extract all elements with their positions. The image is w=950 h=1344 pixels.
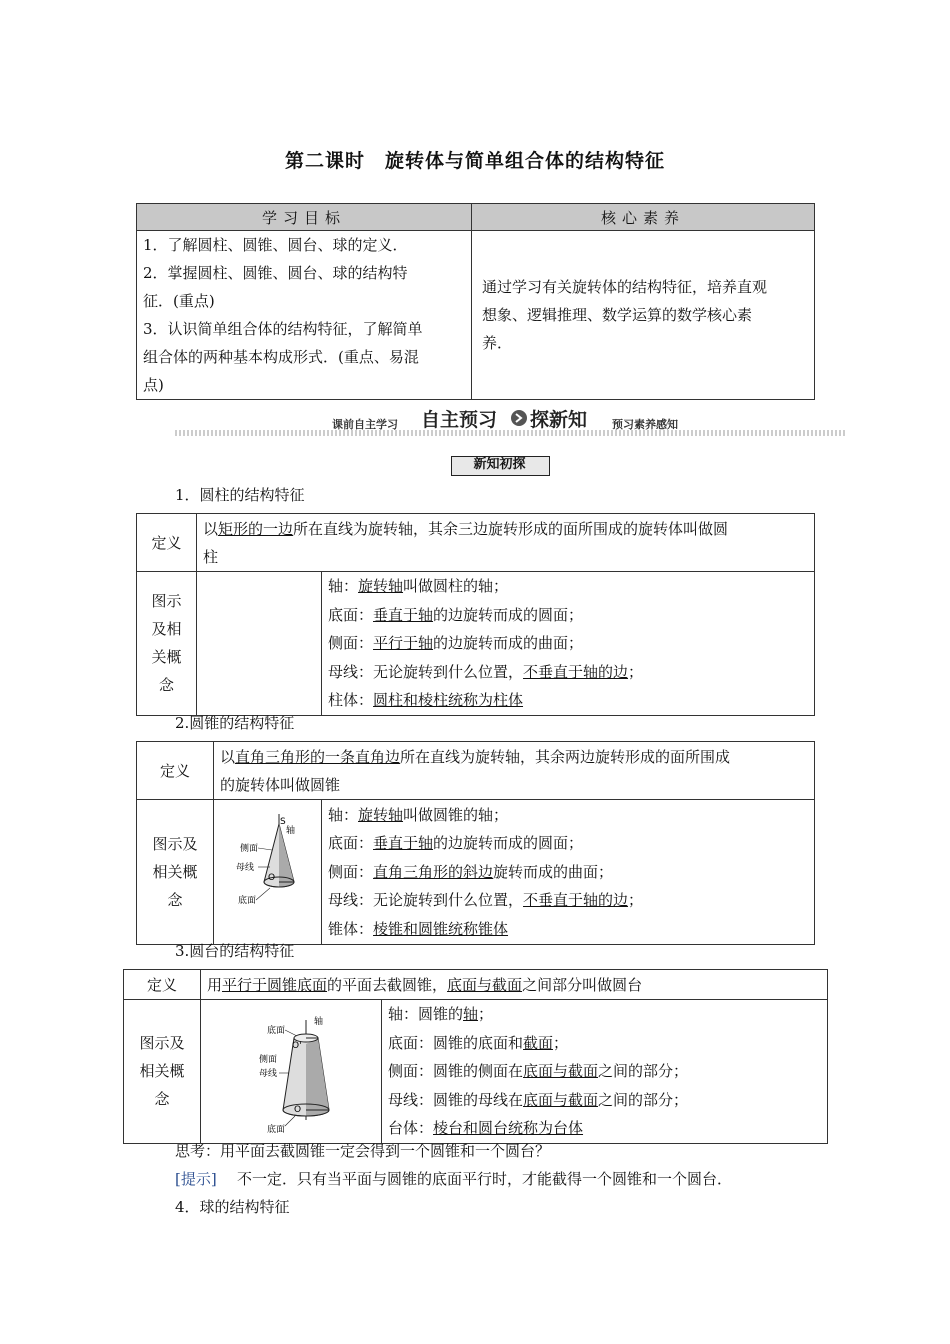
prop-underlined: 垂直于轴 bbox=[373, 834, 434, 853]
generatrix-label: 母线 bbox=[236, 863, 255, 873]
def-text: 所在直线为旋转轴，其余三边旋转形成的面所围成的旋转体叫做圆 bbox=[293, 519, 729, 538]
prop-underlined: 棱台和圆台统称为台体 bbox=[433, 1119, 584, 1137]
def-text: 以 bbox=[203, 519, 219, 538]
objective-line: 3．认识简单组合体的结构特征，了解简单 bbox=[143, 320, 423, 338]
prop-line bbox=[328, 629, 814, 658]
prop-underlined: 不垂直于轴的边 bbox=[523, 891, 629, 910]
prop-key: 底面：圆锥的底面和 bbox=[388, 1033, 524, 1052]
center-label: O bbox=[268, 873, 276, 883]
frustum-diagram bbox=[201, 1000, 381, 1138]
prop-key: 侧面： bbox=[328, 862, 374, 881]
frustum-table bbox=[123, 969, 828, 1144]
prop-key: 母线：无论旋转到什么位置， bbox=[328, 662, 524, 681]
prop-rest: 之间的部分； bbox=[598, 1090, 689, 1109]
top-center-label: O' bbox=[292, 1041, 302, 1052]
pointer-line bbox=[285, 1030, 297, 1036]
objective-line: 组合体的两种基本构成形式．(重点、易混 bbox=[143, 348, 419, 366]
cone-heading: 2.圆锥的结构特征 bbox=[175, 714, 295, 732]
prop-underlined: 底面与截面 bbox=[523, 1062, 599, 1080]
def-underlined: 底面与截面 bbox=[447, 975, 523, 994]
side-label: 侧面 bbox=[259, 1055, 278, 1066]
literacy-line: 通过学习有关旋转体的结构特征，培养直观 bbox=[482, 278, 768, 296]
prop-rest: 之间的部分； bbox=[598, 1062, 689, 1080]
def-text: 所在直线为旋转轴，其余两边旋转形成的面所围成 bbox=[400, 747, 731, 766]
cylinder-def-label: 定义 bbox=[137, 514, 197, 572]
objective-line: 2．掌握圆柱、圆锥、圆台、球的结构特 bbox=[143, 264, 408, 282]
prop-underlined: 棱锥和圆锥统称锥体 bbox=[373, 919, 509, 938]
prop-rest: 旋转而成的曲面； bbox=[493, 862, 614, 881]
label-line: 念 bbox=[158, 676, 174, 695]
prop-underlined: 平行于轴 bbox=[373, 634, 434, 652]
page-title: 第二课时 旋转体与简单组合体的结构特征 bbox=[284, 150, 665, 172]
cone-table bbox=[136, 741, 815, 945]
banner-left-caption: 课前自主学习 bbox=[332, 418, 398, 431]
literacy-line: 想象、逻辑推理、数学运算的数学核心素 bbox=[482, 306, 753, 324]
hint-text: 不一定．只有当平面与圆锥的底面平行时，才能截得一个圆锥和一个圆台． bbox=[237, 1170, 733, 1188]
base-label: 底面 bbox=[238, 896, 257, 906]
cylinder-figure bbox=[197, 572, 322, 716]
section-tag: 新知初探 bbox=[473, 457, 526, 472]
pointer-line bbox=[256, 888, 270, 900]
prop-line bbox=[328, 886, 814, 915]
prop-key: 锥体： bbox=[328, 919, 374, 938]
center-label: O bbox=[294, 1105, 302, 1116]
objectives-cell bbox=[137, 231, 472, 400]
prop-line bbox=[328, 801, 814, 830]
prop-rest: ； bbox=[628, 891, 644, 910]
prop-line bbox=[328, 572, 814, 601]
objectives-header: 学习目标 bbox=[137, 204, 472, 231]
frustum-def-label: 定义 bbox=[124, 970, 201, 1000]
def-text: 之间部分叫做圆台 bbox=[522, 975, 643, 994]
cylinder-props bbox=[322, 572, 815, 716]
prop-key: 轴： bbox=[328, 805, 359, 824]
prop-key: 台体： bbox=[388, 1119, 434, 1137]
prop-line bbox=[388, 1114, 827, 1143]
prop-underlined: 圆柱和棱柱统称为柱体 bbox=[373, 691, 524, 709]
def-text: 柱 bbox=[203, 547, 219, 566]
base-label: 底面 bbox=[267, 1125, 286, 1136]
prop-key: 母线：无论旋转到什么位置， bbox=[328, 891, 524, 910]
prop-underlined: 旋转轴 bbox=[358, 805, 404, 824]
def-text: 的平面去截圆锥， bbox=[327, 975, 448, 994]
cone-def-label: 定义 bbox=[137, 742, 214, 800]
prop-rest: 的边旋转而成的圆面； bbox=[433, 605, 584, 624]
cone-fig-label bbox=[137, 800, 214, 945]
banner-right-caption: 预习素养感知 bbox=[612, 418, 678, 431]
prop-rest: ； bbox=[628, 662, 644, 681]
prop-underlined: 旋转轴 bbox=[358, 577, 404, 595]
prop-line bbox=[388, 1086, 827, 1115]
prop-line bbox=[388, 1057, 827, 1086]
prop-key: 轴： bbox=[328, 577, 359, 595]
prop-key: 侧面： bbox=[328, 634, 374, 652]
frustum-fig-label bbox=[124, 1000, 201, 1144]
banner-divider bbox=[175, 430, 847, 436]
generatrix-label: 母线 bbox=[259, 1069, 278, 1080]
prop-key: 底面： bbox=[328, 605, 374, 624]
objective-line: 点) bbox=[143, 376, 164, 394]
cone-diagram bbox=[214, 800, 321, 940]
def-text: 的旋转体叫做圆锥 bbox=[220, 775, 341, 794]
prop-line bbox=[388, 1000, 827, 1029]
label-line: 念 bbox=[167, 891, 183, 909]
def-underlined: 矩形的一边 bbox=[218, 519, 294, 538]
label-line: 相关概 bbox=[152, 863, 198, 881]
prop-rest: 的边旋转而成的圆面； bbox=[433, 834, 584, 853]
cone-props bbox=[322, 800, 815, 945]
prop-rest: 叫做圆锥的轴； bbox=[403, 805, 509, 824]
prop-underlined: 截面 bbox=[523, 1033, 554, 1052]
banner-title-right: 探新知 bbox=[530, 409, 588, 431]
apex-label: S bbox=[280, 817, 286, 827]
prop-line bbox=[328, 658, 814, 687]
pointer-line bbox=[258, 848, 272, 850]
hint-label: [提示] bbox=[175, 1170, 217, 1188]
prop-underlined: 底面与截面 bbox=[523, 1090, 599, 1109]
prop-key: 轴：圆锥的 bbox=[388, 1005, 464, 1023]
prop-underlined: 轴 bbox=[463, 1005, 479, 1023]
def-text: 以 bbox=[220, 747, 236, 766]
label-line: 关概 bbox=[151, 648, 182, 667]
prop-line bbox=[328, 601, 814, 630]
chevron-right-icon bbox=[510, 409, 528, 427]
label-line: 念 bbox=[154, 1090, 170, 1109]
prop-line bbox=[388, 1029, 827, 1058]
core-literacy-header: 核心素养 bbox=[472, 204, 815, 231]
prop-rest: 的边旋转而成的曲面； bbox=[433, 634, 584, 652]
think-question: 思考：用平面去截圆锥一定会得到一个圆锥和一个圆台？ bbox=[175, 1142, 551, 1160]
cone-figure bbox=[214, 800, 322, 945]
def-text: 用 bbox=[207, 975, 223, 994]
prop-underlined: 垂直于轴 bbox=[373, 605, 434, 624]
prop-line bbox=[328, 915, 814, 944]
banner-title-left: 自主预习 bbox=[421, 409, 498, 431]
def-underlined: 平行于圆锥底面 bbox=[222, 975, 328, 994]
prop-underlined: 直角三角形的斜边 bbox=[373, 862, 494, 881]
cylinder-def-text bbox=[197, 514, 815, 572]
sphere-heading: 4．球的结构特征 bbox=[175, 1198, 290, 1216]
prop-key: 侧面：圆锥的侧面在 bbox=[388, 1062, 524, 1080]
label-line: 图示及 bbox=[139, 1034, 185, 1053]
prop-rest: ； bbox=[553, 1033, 569, 1052]
cylinder-table bbox=[136, 513, 815, 716]
side-label: 侧面 bbox=[240, 844, 259, 854]
top-label: 底面 bbox=[267, 1026, 286, 1037]
cone-def-text bbox=[214, 742, 815, 800]
prop-line bbox=[328, 829, 814, 858]
label-line: 图示及 bbox=[152, 835, 198, 853]
label-line: 相关概 bbox=[139, 1062, 185, 1081]
prop-key: 底面： bbox=[328, 834, 374, 853]
objective-line: 征．(重点) bbox=[143, 292, 215, 310]
pointer-line bbox=[285, 1116, 295, 1126]
frustum-figure bbox=[201, 1000, 382, 1144]
objectives-table bbox=[136, 203, 815, 400]
objective-line: 1．了解圆柱、圆锥、圆台、球的定义． bbox=[143, 236, 408, 254]
label-line: 图示 bbox=[151, 592, 182, 611]
frustum-def-text bbox=[201, 970, 828, 1000]
prop-key: 母线：圆锥的母线在 bbox=[388, 1090, 524, 1109]
prop-line bbox=[328, 858, 814, 887]
prop-line bbox=[328, 686, 814, 715]
prop-rest: 叫做圆柱的轴； bbox=[403, 577, 509, 595]
axis-label: 轴 bbox=[286, 826, 296, 836]
def-underlined: 直角三角形的一条直角边 bbox=[235, 747, 401, 766]
axis-label: 轴 bbox=[314, 1017, 324, 1028]
label-line: 及相 bbox=[151, 620, 182, 639]
cylinder-heading: 1．圆柱的结构特征 bbox=[175, 486, 305, 504]
prop-key: 柱体： bbox=[328, 691, 374, 709]
frustum-heading: 3.圆台的结构特征 bbox=[175, 942, 295, 960]
frustum-props bbox=[382, 1000, 828, 1144]
prop-rest: ； bbox=[478, 1005, 494, 1023]
prop-underlined: 不垂直于轴的边 bbox=[523, 662, 629, 681]
core-literacy-cell bbox=[472, 231, 815, 400]
cylinder-fig-label bbox=[137, 572, 197, 716]
literacy-line: 养． bbox=[482, 334, 513, 352]
